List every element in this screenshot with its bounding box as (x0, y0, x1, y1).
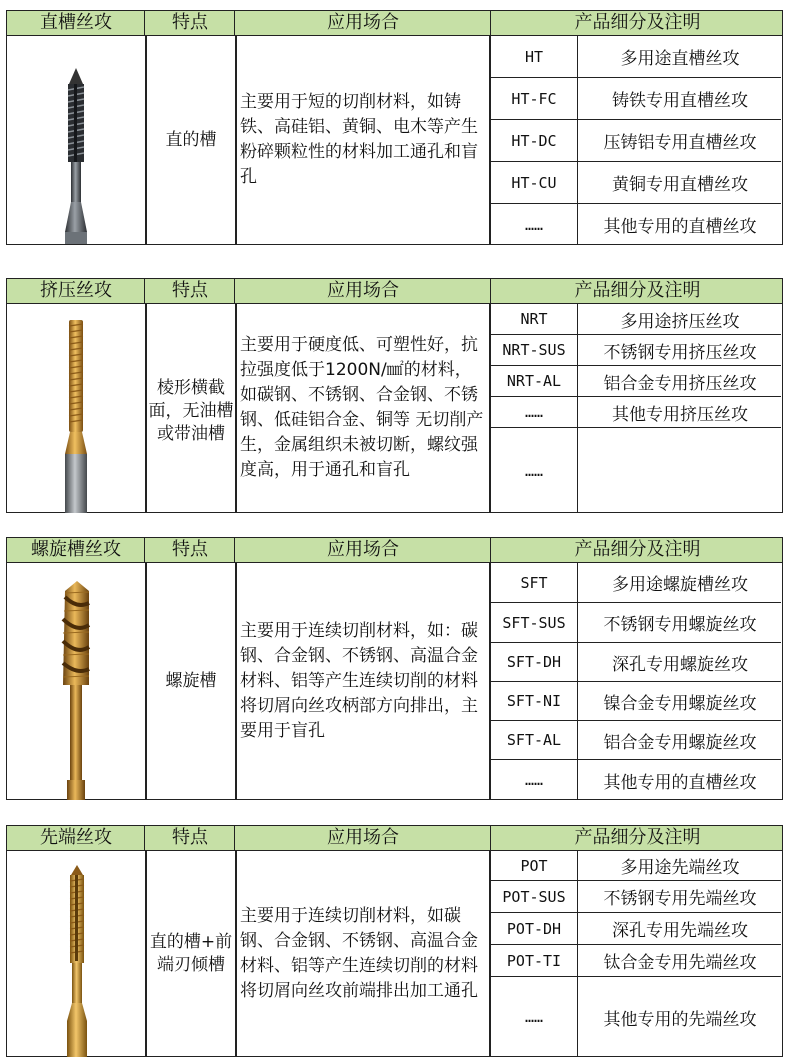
product-desc: 不锈钢专用螺旋丝攻 (603, 615, 757, 635)
product-row (491, 335, 781, 366)
product-row (491, 204, 781, 245)
product-desc: 镍合金专用螺旋丝攻 (603, 693, 757, 714)
product-list (491, 36, 781, 245)
product-desc: 压铸铝专用直槽丝攻 (603, 133, 757, 153)
product-row (491, 162, 781, 204)
product-desc: 其他专用的先端丝攻 (603, 1009, 757, 1030)
product-desc: 深孔专用螺旋丝攻 (612, 654, 748, 675)
product-code: HT-DC (491, 120, 578, 161)
feature-text: 直的槽+前端刃倾槽 (149, 931, 233, 975)
application-text: 主要用于连续切削材料，如碳钢、合金钢、不锈钢、高温合金材料、铝等产生连续切削的材料 将切屑向丝攻前端排出加工通孔 (240, 905, 478, 1001)
product-code: NRT (491, 304, 578, 334)
product-list (491, 851, 781, 1057)
product-row (491, 36, 781, 78)
product-row (491, 760, 781, 800)
header-feature: 特点 (172, 12, 208, 33)
product-row (491, 397, 781, 428)
product-desc: 铸铁专用直槽丝攻 (612, 91, 748, 111)
product-desc: 多用途先端丝攻 (620, 858, 740, 878)
product-row (491, 881, 781, 913)
header-application: 应用场合 (327, 827, 399, 848)
product-desc: 铝合金专用挤压丝攻 (603, 373, 757, 394)
product-row (491, 913, 781, 945)
feature-text: 直的槽 (165, 129, 217, 150)
product-row (491, 304, 781, 335)
product-code: NRT-AL (491, 366, 578, 396)
product-desc: 深孔专用先端丝攻 (612, 921, 748, 941)
section-body (6, 304, 783, 513)
product-code: NRT-SUS (491, 335, 578, 365)
product-code: POT-SUS (491, 881, 578, 912)
product-list (491, 304, 781, 513)
product-desc: 钛合金专用先端丝攻 (603, 953, 757, 973)
section-title: 先端丝攻 (40, 827, 112, 848)
section-body (6, 563, 783, 800)
product-list (491, 563, 781, 800)
product-code: POT-DH (491, 913, 578, 944)
header-feature: 特点 (172, 827, 208, 848)
product-code: POT-TI (491, 945, 578, 976)
product-code: SFT-SUS (491, 603, 578, 642)
product-desc: 铝合金专用螺旋丝攻 (603, 732, 757, 753)
product-code: SFT-AL (491, 721, 578, 759)
product-row (491, 721, 781, 760)
section-header (6, 10, 783, 36)
header-feature: 特点 (172, 280, 208, 301)
header-products: 产品细分及注明 (574, 12, 701, 33)
section-title: 挤压丝攻 (40, 280, 112, 301)
product-code: …… (491, 397, 578, 427)
product-code: HT-FC (491, 78, 578, 119)
section-header (6, 278, 783, 304)
section-body (6, 851, 783, 1057)
product-code: SFT-DH (491, 643, 578, 681)
header-products: 产品细分及注明 (574, 280, 701, 301)
application-text: 主要用于短的切削材料，如铸铁、高硅铝、黄铜、电木等产生粉碎颗粒性的材料加工通孔和盲孔 (240, 92, 478, 187)
section-header (6, 825, 783, 851)
product-code: SFT-NI (491, 682, 578, 720)
product-desc (579, 428, 781, 513)
product-code: HT (491, 36, 578, 77)
feature-text: 棱形横截面，无油槽或带油槽 (148, 377, 234, 444)
product-row (491, 603, 781, 643)
tap-image (7, 851, 145, 1056)
product-desc: 不锈钢专用挤压丝攻 (603, 342, 757, 363)
product-row (491, 945, 781, 977)
feature-text: 螺旋槽 (165, 670, 217, 691)
tap-image (7, 563, 145, 799)
header-feature: 特点 (172, 539, 208, 560)
header-products: 产品细分及注明 (574, 827, 701, 848)
product-row (491, 977, 781, 1057)
header-products: 产品细分及注明 (574, 539, 701, 560)
application-text: 主要用于连续切削材料，如：碳钢、合金钢、不锈钢、高温合金材料、铝等产生连续切削的材料 将切屑向丝攻柄部方向排出，主要用于盲孔 (240, 620, 478, 741)
section-title: 螺旋槽丝攻 (31, 539, 121, 560)
product-row (491, 120, 781, 162)
section-body (6, 36, 783, 245)
product-code: POT (491, 851, 578, 880)
header-application: 应用场合 (327, 280, 399, 301)
product-desc: 其他专用的直槽丝攻 (603, 217, 757, 237)
product-desc: 不锈钢专用先端丝攻 (603, 889, 757, 909)
header-application: 应用场合 (327, 12, 399, 33)
product-desc: 多用途螺旋槽丝攻 (612, 575, 748, 595)
application-text: 主要用于硬度低、可塑性好，抗拉强度低于1200N/㎟的材料，如碳钢、不锈钢、合金钢、不锈钢、低硅铝合金、铜等 无切削产生，金属组织未被切断，螺纹强度高，用于通孔和盲孔 (240, 335, 484, 480)
product-desc: 其他专用的直槽丝攻 (603, 772, 757, 793)
product-desc: 其他专用挤压丝攻 (612, 404, 748, 425)
product-row (491, 851, 781, 881)
product-desc: 多用途直槽丝攻 (620, 49, 740, 69)
product-code: …… (491, 204, 578, 245)
product-code: …… (491, 977, 578, 1057)
product-row (491, 366, 781, 397)
product-code: …… (491, 760, 578, 800)
product-row (491, 682, 781, 721)
product-code: …… (491, 428, 578, 513)
tap-image (7, 304, 145, 512)
product-row (491, 563, 781, 603)
section-title: 直槽丝攻 (40, 12, 112, 33)
product-code: HT-CU (491, 162, 578, 203)
tap-image (7, 36, 145, 244)
product-row (491, 643, 781, 682)
header-application: 应用场合 (327, 539, 399, 560)
product-code: SFT (491, 563, 578, 602)
product-desc: 多用途挤压丝攻 (620, 311, 740, 332)
section-header (6, 537, 783, 563)
product-row (491, 78, 781, 120)
product-row (491, 428, 781, 513)
product-desc: 黄铜专用直槽丝攻 (612, 175, 748, 195)
